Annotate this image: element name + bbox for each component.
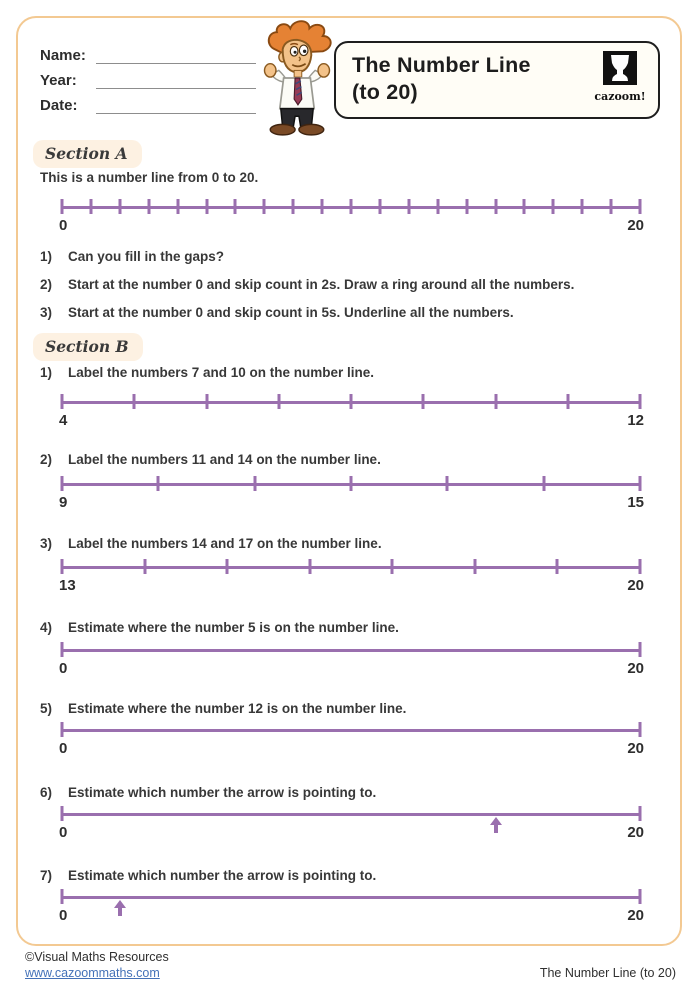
question-row <box>40 868 376 883</box>
question-number: 3) <box>40 305 53 320</box>
number-line-q1 <box>59 393 644 433</box>
question-text: Label the numbers 11 and 14 on the number line. <box>68 452 381 467</box>
number-line-tick <box>253 476 256 491</box>
number-line-tick <box>446 476 449 491</box>
number-line-tick <box>263 199 266 214</box>
number-line-track <box>62 896 640 899</box>
number-line-tick <box>350 199 353 214</box>
start-label: 0 <box>59 660 68 677</box>
arrow-stem <box>494 825 498 833</box>
question-number: 3) <box>40 536 53 551</box>
question-text: Start at the number 0 and skip count in 5s. Underline all the numbers. <box>68 305 514 320</box>
number-line-tick <box>292 199 295 214</box>
arrow-stem <box>118 908 122 916</box>
question-row <box>40 620 399 635</box>
number-line-tick <box>321 199 324 214</box>
footer-doc-title: The Number Line (to 20) <box>539 966 676 980</box>
student-fields <box>40 44 256 119</box>
number-line-tick <box>639 722 642 737</box>
year-label: Year: <box>40 72 77 89</box>
number-line-tick <box>61 199 64 214</box>
question-number: 2) <box>40 277 53 292</box>
number-line-tick <box>350 476 353 491</box>
footer-website-link[interactable]: www.cazoommaths.com <box>25 966 160 980</box>
number-line-tick <box>378 199 381 214</box>
question-row <box>40 536 382 551</box>
cazoom-logo-text: cazoom! <box>594 90 646 103</box>
number-line-track <box>62 813 640 816</box>
number-line-tick <box>639 476 642 491</box>
start-label: 0 <box>59 217 68 234</box>
number-line-tick <box>610 199 613 214</box>
question-text: Estimate which number the arrow is pointing to. <box>68 785 377 800</box>
name-blank-line <box>96 48 256 64</box>
number-line-tick <box>350 394 353 409</box>
number-line-tick <box>552 199 555 214</box>
question-number: 2) <box>40 452 53 467</box>
number-line-tick <box>523 199 526 214</box>
cazoom-logo <box>592 51 648 103</box>
worksheet-title-box <box>334 41 660 119</box>
number-line-tick <box>566 394 569 409</box>
start-label: 0 <box>59 907 68 924</box>
number-line-tick <box>494 394 497 409</box>
number-line-tick <box>639 806 642 821</box>
year-field-row <box>40 69 256 89</box>
mascot-character <box>254 20 340 143</box>
number-line-tick <box>147 199 150 214</box>
number-line-tick <box>436 199 439 214</box>
cazoom-logo-icon <box>603 51 637 85</box>
number-line-tick <box>308 559 311 574</box>
number-line-tick <box>61 806 64 821</box>
number-line-tick <box>118 199 121 214</box>
question-row <box>40 452 381 467</box>
end-label: 15 <box>627 494 644 511</box>
question-text: Can you fill in the gaps? <box>68 249 225 264</box>
number-line-tick <box>176 199 179 214</box>
number-line-tick <box>639 559 642 574</box>
number-line-tick <box>157 476 160 491</box>
number-line-tick <box>639 889 642 904</box>
number-line-tick <box>473 559 476 574</box>
number-line-q6 <box>59 805 644 845</box>
end-label: 20 <box>627 907 644 924</box>
start-label: 4 <box>59 412 68 429</box>
number-line-q5 <box>59 721 644 761</box>
date-label: Date: <box>40 97 78 114</box>
number-line-tick <box>205 394 208 409</box>
question-row <box>40 277 574 292</box>
question-number: 7) <box>40 868 53 883</box>
number-line-tick <box>277 394 280 409</box>
number-line-tick <box>581 199 584 214</box>
question-text: Start at the number 0 and skip count in 2s. Draw a ring around all the numbers. <box>68 277 575 292</box>
number-line-tick <box>234 199 237 214</box>
pointer-arrow <box>114 900 126 916</box>
number-line-tick <box>61 476 64 491</box>
section-a-intro: This is a number line from 0 to 20. <box>40 170 259 185</box>
number-line-tick <box>61 559 64 574</box>
section-a-heading: Section A <box>33 140 142 168</box>
number-line-tick <box>639 642 642 657</box>
number-line-tick <box>639 394 642 409</box>
number-line-tick <box>542 476 545 491</box>
start-label: 0 <box>59 824 68 841</box>
number-line-track <box>62 729 640 732</box>
pointer-arrow <box>490 817 502 833</box>
mascot-illustration <box>254 20 340 138</box>
number-line-track <box>62 566 640 569</box>
title-line-2: (to 20) <box>352 80 418 104</box>
date-blank-line <box>96 98 256 114</box>
end-label: 20 <box>627 740 644 757</box>
end-label: 12 <box>627 412 644 429</box>
date-field-row <box>40 94 256 114</box>
number-line-tick <box>61 394 64 409</box>
arrow-head <box>114 900 126 908</box>
number-line-tick <box>639 199 642 214</box>
question-text: Estimate where the number 12 is on the number line. <box>68 701 407 716</box>
question-number: 1) <box>40 249 53 264</box>
number-line-tick <box>226 559 229 574</box>
number-line-tick <box>61 889 64 904</box>
end-label: 20 <box>627 824 644 841</box>
number-line-tick <box>494 199 497 214</box>
number-line-tick <box>61 722 64 737</box>
year-blank-line <box>96 73 256 89</box>
question-text: Label the numbers 7 and 10 on the number line. <box>68 365 375 380</box>
question-text: Estimate which number the arrow is pointing to. <box>68 868 377 883</box>
question-row <box>40 305 514 320</box>
number-line-q4 <box>59 641 644 681</box>
question-row <box>40 785 376 800</box>
section-b-heading: Section B <box>33 333 143 361</box>
end-label: 20 <box>627 660 644 677</box>
number-line-tick <box>465 199 468 214</box>
question-row <box>40 701 406 716</box>
question-row <box>40 249 224 264</box>
start-label: 9 <box>59 494 68 511</box>
number-line-tick <box>143 559 146 574</box>
title-line-1: The Number Line <box>352 53 531 77</box>
footer-copyright: ©Visual Maths Resources <box>25 950 169 964</box>
question-row <box>40 365 374 380</box>
number-line-tick <box>133 394 136 409</box>
number-line-tick <box>61 642 64 657</box>
number-line-tick <box>407 199 410 214</box>
number-line-q3 <box>59 558 644 598</box>
end-label: 20 <box>627 577 644 594</box>
number-line-tick <box>422 394 425 409</box>
end-label: 20 <box>627 217 644 234</box>
start-label: 0 <box>59 740 68 757</box>
question-number: 6) <box>40 785 53 800</box>
number-line-track <box>62 649 640 652</box>
question-number: 5) <box>40 701 53 716</box>
number-line-q2 <box>59 475 644 515</box>
number-line-main <box>59 198 644 238</box>
number-line-tick <box>391 559 394 574</box>
start-label: 13 <box>59 577 76 594</box>
name-field-row <box>40 44 256 64</box>
number-line-q7 <box>59 888 644 928</box>
name-label: Name: <box>40 47 86 64</box>
number-line-tick <box>89 199 92 214</box>
worksheet-title <box>352 52 531 106</box>
number-line-tick <box>556 559 559 574</box>
question-text: Estimate where the number 5 is on the number line. <box>68 620 399 635</box>
question-number: 1) <box>40 365 53 380</box>
question-text: Label the numbers 14 and 17 on the number line. <box>68 536 382 551</box>
number-line-tick <box>205 199 208 214</box>
arrow-head <box>490 817 502 825</box>
question-number: 4) <box>40 620 53 635</box>
